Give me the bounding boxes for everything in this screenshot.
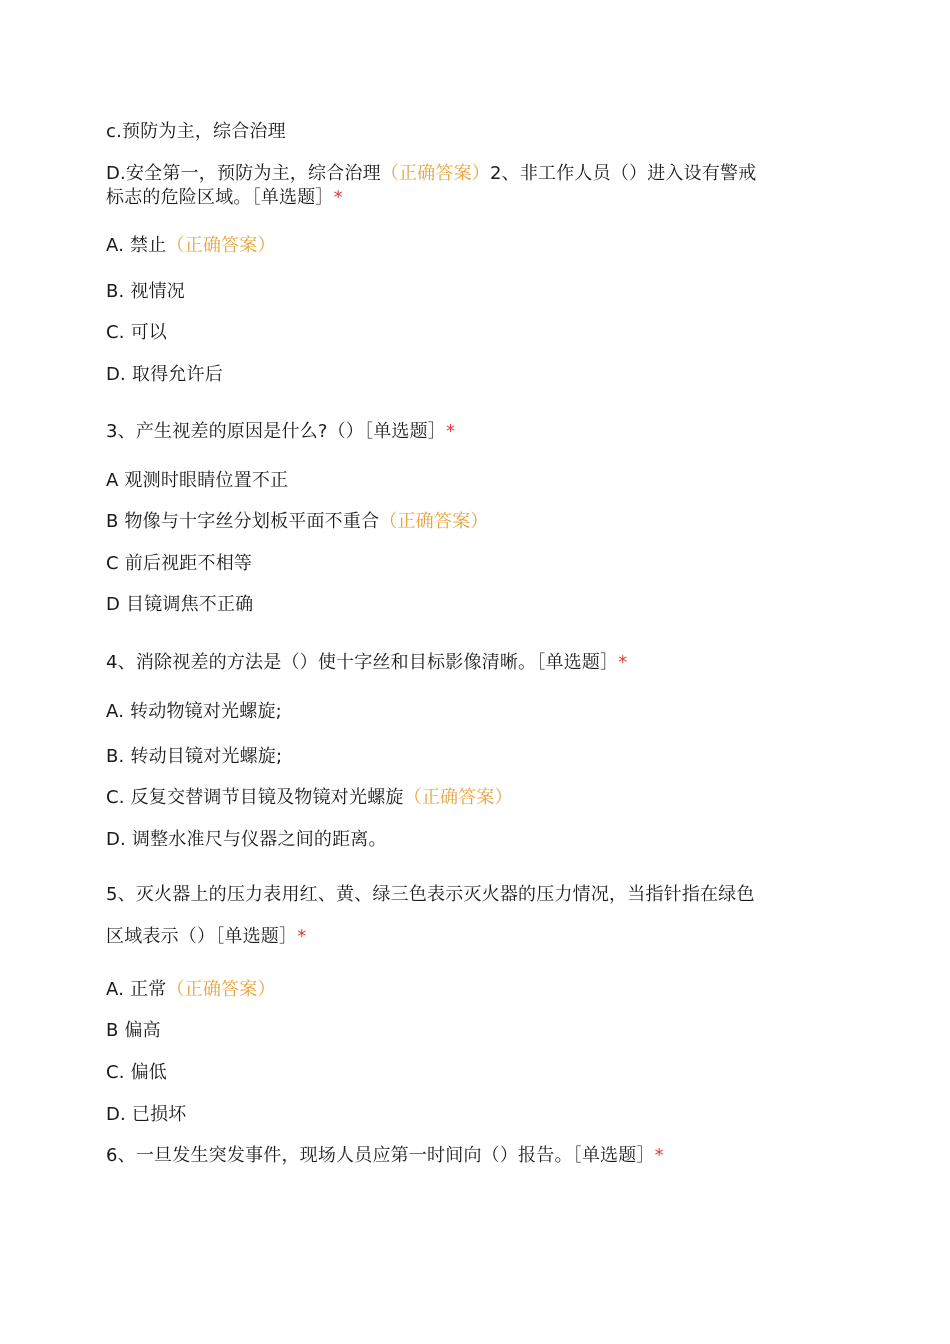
required-marker: * bbox=[618, 652, 628, 673]
question-5: 5、灭火器上的压力表用红、黄、绿三色表示灭火器的压力情况，当指针指在绿色 bbox=[106, 884, 755, 905]
q5-option-a: A. 正常（正确答案） bbox=[106, 979, 276, 1000]
q5-option-d: D. 已损坏 bbox=[106, 1104, 187, 1125]
q4-option-b: B. 转动目镜对光螺旋; bbox=[106, 746, 283, 767]
question-4: 4、消除视差的方法是（）使十字丝和目标影像清晰。［单选题］* bbox=[106, 652, 628, 673]
correct-answer-tag: （正确答案） bbox=[166, 235, 276, 256]
question-2-text-cont: 标志的危险区域。［单选题］* bbox=[106, 187, 343, 208]
correct-answer-tag: （正确答案） bbox=[166, 979, 276, 1000]
q3-option-c: C 前后视距不相等 bbox=[106, 553, 253, 574]
q3-option-b: B 物像与十字丝分划板平面不重合（正确答案） bbox=[106, 511, 489, 532]
correct-answer-tag: （正确答案） bbox=[379, 511, 489, 532]
required-marker: * bbox=[446, 421, 456, 442]
required-marker: * bbox=[333, 187, 343, 208]
question-2-text: 2、非工作人员（）进入设有警戒 bbox=[489, 163, 757, 184]
required-marker: * bbox=[297, 926, 307, 947]
q5-option-c: C. 偏低 bbox=[106, 1062, 168, 1083]
q4-option-c: C. 反复交替调节目镜及物镜对光螺旋（正确答案） bbox=[106, 787, 513, 808]
correct-answer-tag: （正确答案） bbox=[403, 787, 513, 808]
correct-answer-tag: （正确答案） bbox=[380, 163, 490, 184]
q4-option-a: A. 转动物镜对光螺旋; bbox=[106, 701, 282, 722]
q2-option-a: A. 禁止（正确答案） bbox=[106, 235, 276, 256]
question-5-cont: 区域表示（）［单选题］* bbox=[106, 926, 307, 947]
option-d-q1: D.安全第一，预防为主，综合治理（正确答案）2、非工作人员（）进入设有警戒 bbox=[106, 163, 757, 184]
q2-option-b: B. 视情况 bbox=[106, 281, 185, 302]
question-3: 3、产生视差的原因是什么?（）［单选题］* bbox=[106, 421, 456, 442]
q2-option-d: D. 取得允许后 bbox=[106, 364, 223, 385]
q4-option-d: D. 调整水准尺与仪器之间的距离。 bbox=[106, 829, 387, 850]
q2-option-c: C. 可以 bbox=[106, 322, 168, 343]
option-c-q1: c.预防为主，综合治理 bbox=[106, 121, 286, 142]
q3-option-d: D 目镜调焦不正确 bbox=[106, 594, 254, 615]
required-marker: * bbox=[654, 1145, 664, 1166]
q3-option-a: A 观测时眼睛位置不正 bbox=[106, 470, 289, 491]
q5-option-b: B 偏高 bbox=[106, 1020, 161, 1041]
question-6: 6、一旦发生突发事件，现场人员应第一时间向（）报告。［单选题］* bbox=[106, 1145, 664, 1166]
